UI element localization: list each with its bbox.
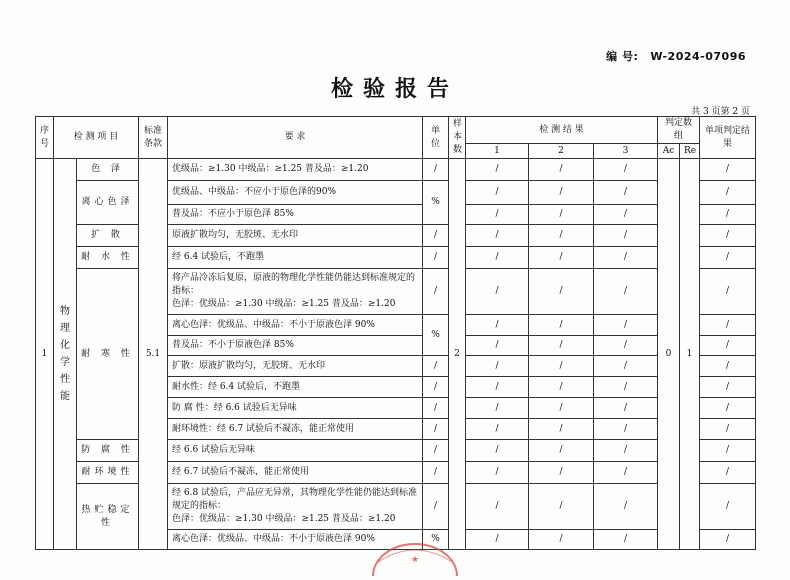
svg-text:★: ★ [410, 555, 420, 565]
result-1-cell: / [466, 377, 529, 398]
result-1-cell: / [466, 440, 529, 462]
result-3-cell: / [594, 181, 658, 205]
col-seq: 序号 [36, 117, 54, 159]
result-2-cell: / [529, 269, 594, 315]
judge-cell: / [700, 440, 756, 462]
item-cell: 耐环境性 [77, 462, 139, 484]
result-1-cell: / [466, 225, 529, 247]
judge-cell: / [700, 336, 756, 356]
unit-cell: % [423, 315, 449, 356]
col-single-judge: 单项判定结果 [700, 117, 756, 159]
col-samples: 样本数 [449, 117, 466, 159]
result-1-cell: / [466, 356, 529, 377]
page-title: 检验报告 [330, 76, 459, 102]
unit-cell: / [423, 356, 449, 377]
result-1-cell: / [466, 462, 529, 484]
requirement-cell: 离心色泽：优级品、中级品：不小于原液色泽 90% [168, 315, 423, 336]
judge-cell: / [700, 269, 756, 315]
requirement-cell: 普及品：不小于原液色泽 85% [168, 336, 423, 356]
col-item: 检 测 项 目 [54, 117, 139, 159]
result-2-cell: / [529, 159, 594, 181]
samples-cell: 2 [449, 159, 466, 550]
result-2-cell: / [529, 398, 594, 419]
result-2-cell: / [529, 530, 594, 550]
judge-cell: / [700, 484, 756, 530]
result-3-cell: / [594, 484, 658, 530]
result-3-cell: / [594, 336, 658, 356]
col-judge-group: 判定数组 [658, 117, 700, 144]
result-3-cell: / [594, 440, 658, 462]
category-cell: 物 理 化 学 性 能 [54, 159, 77, 550]
requirement-cell: 防 腐 性：经 6.6 试验后无异味 [168, 398, 423, 419]
requirement-cell: 经 6.8 试验后，产品应无异常，其物理化学性能仍能达到标准规定的指标： 色泽：优级品：≥1.30 中级品：≥1.25 普及品：≥1.20 [168, 484, 423, 530]
result-2-cell: / [529, 315, 594, 336]
result-2-cell: / [529, 356, 594, 377]
result-1-cell: / [466, 530, 529, 550]
judge-cell: / [700, 159, 756, 181]
unit-cell: / [423, 225, 449, 247]
result-1-cell: / [466, 419, 529, 440]
requirement-cell: 耐水性：经 6.4 试验后，不跑墨 [168, 377, 423, 398]
result-3-cell: / [594, 205, 658, 225]
result-3-cell: / [594, 398, 658, 419]
result-2-cell: / [529, 205, 594, 225]
table-row [36, 159, 756, 181]
col-requirement: 要 求 [168, 117, 423, 159]
result-3-cell: / [594, 377, 658, 398]
result-2-cell: / [529, 181, 594, 205]
requirement-cell: 优级品：≥1.30 中级品：≥1.25 普及品：≥1.20 [168, 159, 423, 181]
seq-cell: 1 [36, 159, 54, 550]
result-2-cell: / [529, 225, 594, 247]
result-3-cell: / [594, 269, 658, 315]
re-cell: 1 [680, 159, 700, 550]
result-2-cell: / [529, 377, 594, 398]
result-1-cell: / [466, 398, 529, 419]
result-3-cell: / [594, 159, 658, 181]
result-2-cell: / [529, 247, 594, 269]
result-1-cell: / [466, 315, 529, 336]
col-result-1: 1 [466, 144, 529, 159]
requirement-cell: 离心色泽：优级品、中级品：不小于原液色泽 90% [168, 530, 423, 550]
result-1-cell: / [466, 247, 529, 269]
item-cell: 离心色泽 [77, 181, 139, 225]
unit-cell: / [423, 398, 449, 419]
judge-cell: / [700, 315, 756, 336]
unit-cell: / [423, 440, 449, 462]
inspection-table [35, 116, 756, 550]
result-1-cell: / [466, 269, 529, 315]
unit-cell: % [423, 181, 449, 225]
page-info: 共 3 页第 2 页 [691, 107, 750, 117]
result-2-cell: / [529, 336, 594, 356]
requirement-cell: 扩散：原液扩散均匀，无胶斑、无水印 [168, 356, 423, 377]
unit-cell: % [423, 530, 449, 550]
result-1-cell: / [466, 336, 529, 356]
unit-cell: / [423, 462, 449, 484]
result-3-cell: / [594, 315, 658, 336]
requirement-cell: 经 6.6 试验后无异味 [168, 440, 423, 462]
col-clause: 标准条款 [139, 117, 168, 159]
requirement-cell: 优级品、中级品：不应小于原色泽的90% [168, 181, 423, 205]
unit-cell: / [423, 159, 449, 181]
ac-cell: 0 [658, 159, 680, 550]
judge-cell: / [700, 530, 756, 550]
col-unit: 单位 [423, 117, 449, 159]
judge-cell: / [700, 419, 756, 440]
item-cell: 热贮稳定性 [77, 484, 139, 550]
report-number-label: 编 号: [606, 50, 639, 63]
unit-cell: / [423, 247, 449, 269]
unit-cell: / [423, 377, 449, 398]
result-3-cell: / [594, 530, 658, 550]
requirement-cell: 将产品冷冻后复原，原液的物理化学性能仍能达到标准规定的指标： 色泽：优级品：≥1.30 中级品：≥1.25 普及品：≥1.20 [168, 269, 423, 315]
col-re: Re [680, 144, 700, 159]
item-cell: 耐 水 性 [77, 247, 139, 269]
result-3-cell: / [594, 225, 658, 247]
result-1-cell: / [466, 484, 529, 530]
requirement-cell: 经 6.4 试验后，不跑墨 [168, 247, 423, 269]
result-3-cell: / [594, 462, 658, 484]
unit-cell: / [423, 484, 449, 530]
col-ac: Ac [658, 144, 680, 159]
report-number-value: W-2024-07096 [650, 50, 746, 63]
col-result-3: 3 [594, 144, 658, 159]
result-3-cell: / [594, 419, 658, 440]
unit-cell: / [423, 419, 449, 440]
requirement-cell: 经 6.7 试验后不凝冻，能正常使用 [168, 462, 423, 484]
judge-cell: / [700, 377, 756, 398]
judge-cell: / [700, 225, 756, 247]
judge-cell: / [700, 181, 756, 205]
requirement-cell: 原液扩散均匀，无胶斑、无水印 [168, 225, 423, 247]
result-3-cell: / [594, 356, 658, 377]
result-2-cell: / [529, 419, 594, 440]
result-3-cell: / [594, 247, 658, 269]
result-1-cell: / [466, 205, 529, 225]
judge-cell: / [700, 398, 756, 419]
result-2-cell: / [529, 440, 594, 462]
result-2-cell: / [529, 484, 594, 530]
result-2-cell: / [529, 462, 594, 484]
col-results: 检 测 结 果 [466, 117, 658, 144]
clause-cell: 5.1 [139, 159, 168, 550]
col-result-2: 2 [529, 144, 594, 159]
item-cell: 耐 寒 性 [77, 269, 139, 440]
report-number [606, 48, 746, 64]
result-1-cell: / [466, 181, 529, 205]
item-cell: 扩 散 [77, 225, 139, 247]
requirement-cell: 普及品：不应小于原色泽 85% [168, 205, 423, 225]
item-cell: 色 泽 [77, 159, 139, 181]
requirement-cell: 耐环境性：经 6.7 试验后不凝冻，能正常使用 [168, 419, 423, 440]
item-cell: 防 腐 性 [77, 440, 139, 462]
unit-cell: / [423, 269, 449, 315]
judge-cell: / [700, 462, 756, 484]
judge-cell: / [700, 356, 756, 377]
judge-cell: / [700, 247, 756, 269]
result-1-cell: / [466, 159, 529, 181]
judge-cell: / [700, 205, 756, 225]
